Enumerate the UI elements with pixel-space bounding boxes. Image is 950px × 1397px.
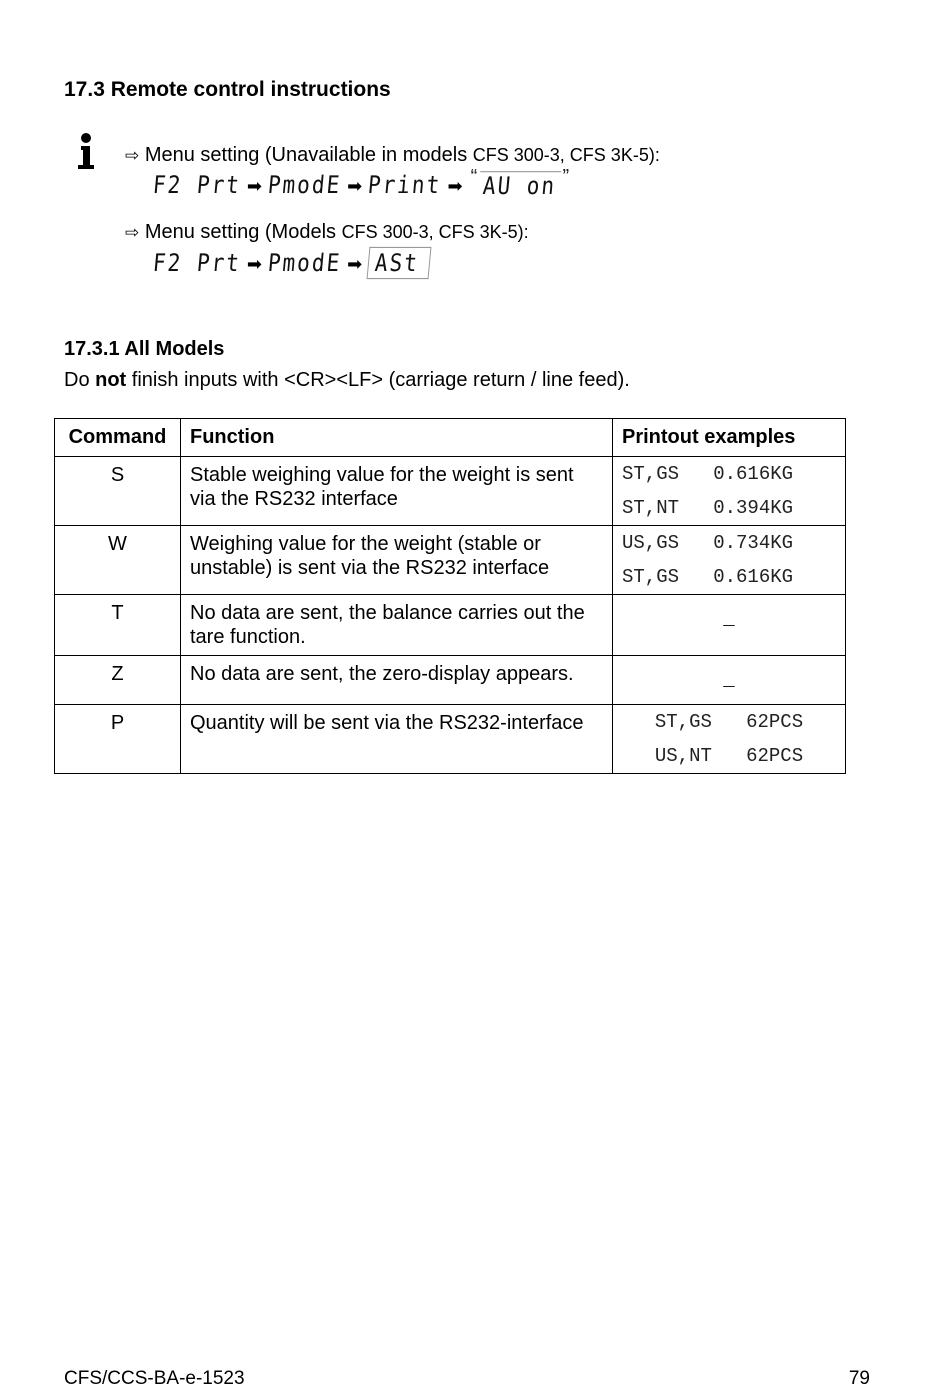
hollow-arrow-icon: ⇨ <box>125 223 140 242</box>
menu-setting-1-models: CFS 300-3, CFS 3K-5): <box>472 145 660 165</box>
note-emphasis: not <box>95 369 127 391</box>
command-cell: Z <box>55 656 181 705</box>
printout-line: ST,GS 0.616KG <box>622 566 794 588</box>
solid-arrow-icon: ➡ <box>246 175 262 196</box>
printout-cell <box>613 457 846 526</box>
command-cell: T <box>55 595 181 656</box>
lcd-label: F2 Prt <box>151 171 243 199</box>
note-text: finish inputs with <CR><LF> (carriage return / line feed). <box>126 369 630 391</box>
table-header-row <box>55 419 846 457</box>
lcd-value: AU on <box>478 171 562 200</box>
function-cell: Stable weighing value for the weight is sent via the RS232 interface <box>181 457 613 526</box>
command-cell: P <box>55 705 181 774</box>
command-cell: S <box>55 457 181 526</box>
menu-setting-1-text: Menu setting (Unavailable in models <box>144 144 473 166</box>
lcd-label: PmodE <box>266 171 343 199</box>
function-cell: Weighing value for the weight (stable or unstable) is sent via the RS232 interface <box>181 526 613 595</box>
menu-setting-1 <box>125 144 660 167</box>
printout-line: US,NT 62PCS <box>654 745 804 767</box>
function-cell: No data are sent, the balance carries out the tare function. <box>181 595 613 656</box>
note-text: Do <box>64 369 96 391</box>
menu-path-1 <box>151 165 571 200</box>
menu-path-2 <box>153 248 430 278</box>
open-quote: “ <box>470 165 478 188</box>
header-function: Function <box>181 419 613 457</box>
solid-arrow-icon: ➡ <box>347 253 363 274</box>
solid-arrow-icon: ➡ <box>447 175 463 196</box>
menu-setting-2-models: CFS 300-3, CFS 3K-5): <box>341 222 529 242</box>
hollow-arrow-icon: ⇨ <box>125 146 140 165</box>
printout-line: ST,GS 62PCS <box>654 711 804 733</box>
lcd-label: Print <box>367 171 443 199</box>
note <box>64 369 630 392</box>
subsection-title: 17.3.1 All Models <box>64 338 225 360</box>
footer-doc-id: CFS/CCS-BA-e-1523 <box>64 1368 245 1389</box>
printout-line: ST,GS 0.616KG <box>622 463 794 485</box>
printout-none: _ <box>723 669 735 691</box>
table-row <box>55 457 846 526</box>
table-row <box>55 705 846 774</box>
printout-cell <box>613 526 846 595</box>
table-row <box>55 656 846 705</box>
page-number: 79 <box>848 1368 870 1389</box>
solid-arrow-icon: ➡ <box>246 253 262 274</box>
table-row <box>55 595 846 656</box>
command-cell: W <box>55 526 181 595</box>
printout-none: _ <box>723 608 735 630</box>
printout-cell <box>613 656 846 705</box>
lcd-value: ASt <box>367 247 432 279</box>
menu-setting-2-text: Menu setting (Models <box>144 221 342 243</box>
command-table <box>54 418 846 774</box>
header-printout: Printout examples <box>613 419 846 457</box>
solid-arrow-icon: ➡ <box>347 175 363 196</box>
table-row <box>55 526 846 595</box>
printout-cell <box>613 705 846 774</box>
header-command: Command <box>55 419 181 457</box>
function-cell: No data are sent, the zero-display appears. <box>181 656 613 705</box>
printout-cell <box>613 595 846 656</box>
info-icon <box>74 132 98 172</box>
printout-line: ST,NT 0.394KG <box>622 497 794 519</box>
menu-setting-2 <box>125 221 529 244</box>
function-cell: Quantity will be sent via the RS232-interface <box>181 705 613 774</box>
close-quote: ” <box>562 165 570 188</box>
lcd-label: PmodE <box>266 249 343 277</box>
lcd-label: F2 Prt <box>151 249 243 277</box>
printout-line: US,GS 0.734KG <box>622 532 794 554</box>
section-title: 17.3 Remote control instructions <box>64 78 391 101</box>
